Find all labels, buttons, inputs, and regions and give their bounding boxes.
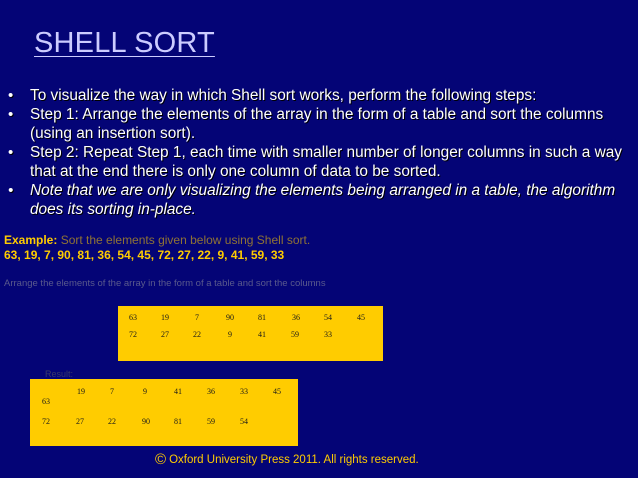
table-cell: 45 — [273, 387, 281, 396]
table-cell: 22 — [193, 330, 201, 339]
table-cell: 41 — [258, 330, 266, 339]
slide-title: SHELL SORT — [34, 27, 215, 59]
table-initial — [118, 306, 383, 361]
table-cell: 22 — [108, 417, 116, 426]
example-label: Example: — [4, 233, 58, 247]
bullet-icon: • — [8, 106, 14, 123]
table-cell: 45 — [357, 313, 365, 322]
bullet-text: Step 2: Repeat Step 1, each time with smaller number of longer columns in such a way that at the end there is only one column of data to be sorted. — [30, 144, 622, 180]
bullet-item — [6, 181, 632, 219]
copyright-footer — [155, 451, 419, 468]
example-line — [4, 233, 310, 247]
table-cell: 54 — [324, 313, 332, 322]
table-cell: 33 — [324, 330, 332, 339]
bullet-text: To visualize the way in which Shell sort works, perform the following steps: — [30, 87, 537, 104]
copyright-icon: © — [155, 451, 167, 468]
bullet-item — [6, 105, 632, 143]
table-cell: 41 — [174, 387, 182, 396]
table-cell: 90 — [226, 313, 234, 322]
table-cell: 59 — [291, 330, 299, 339]
table-result — [30, 379, 298, 446]
table-cell: 36 — [292, 313, 300, 322]
table-cell: 19 — [77, 387, 85, 396]
table-cell: 59 — [207, 417, 215, 426]
table-cell: 27 — [76, 417, 84, 426]
table-cell: 81 — [258, 313, 266, 322]
bullet-item — [6, 86, 632, 105]
example-sequence: 63, 19, 7, 90, 81, 36, 54, 45, 72, 27, 22, 9, 41, 59, 33 — [4, 248, 285, 262]
table-cell: 19 — [161, 313, 169, 322]
copyright-text: Oxford University Press 2011. All rights reserved. — [169, 454, 419, 466]
table-cell: 9 — [143, 387, 147, 396]
table-cell: 72 — [129, 330, 137, 339]
bullet-item — [6, 143, 632, 181]
table-cell: 36 — [207, 387, 215, 396]
bullet-icon: • — [8, 87, 14, 104]
result-label: Result: — [45, 369, 74, 379]
example-text: Sort the elements given below using Shell sort. — [57, 233, 311, 247]
table-cell: 90 — [142, 417, 150, 426]
bullet-icon: • — [8, 182, 14, 199]
table-cell: 63 — [42, 397, 50, 406]
table-cell: 9 — [228, 330, 232, 339]
table-cell: 27 — [161, 330, 169, 339]
arrange-instruction: Arrange the elements of the array in the form of a table and sort the columns — [4, 278, 326, 289]
table-cell: 72 — [42, 417, 50, 426]
bullet-text: Note that we are only visualizing the elements being arranged in a table, the algorithm does its sorting in-place. — [30, 182, 616, 218]
bullet-list — [6, 86, 632, 219]
table-cell: 81 — [174, 417, 182, 426]
table-cell: 63 — [129, 313, 137, 322]
bullet-icon: • — [8, 144, 14, 161]
table-cell: 54 — [240, 417, 248, 426]
table-cell: 7 — [195, 313, 199, 322]
table-cell: 33 — [240, 387, 248, 396]
table-cell: 7 — [110, 387, 114, 396]
bullet-text: Step 1: Arrange the elements of the array in the form of a table and sort the columns (using an insertion sort). — [30, 106, 604, 142]
